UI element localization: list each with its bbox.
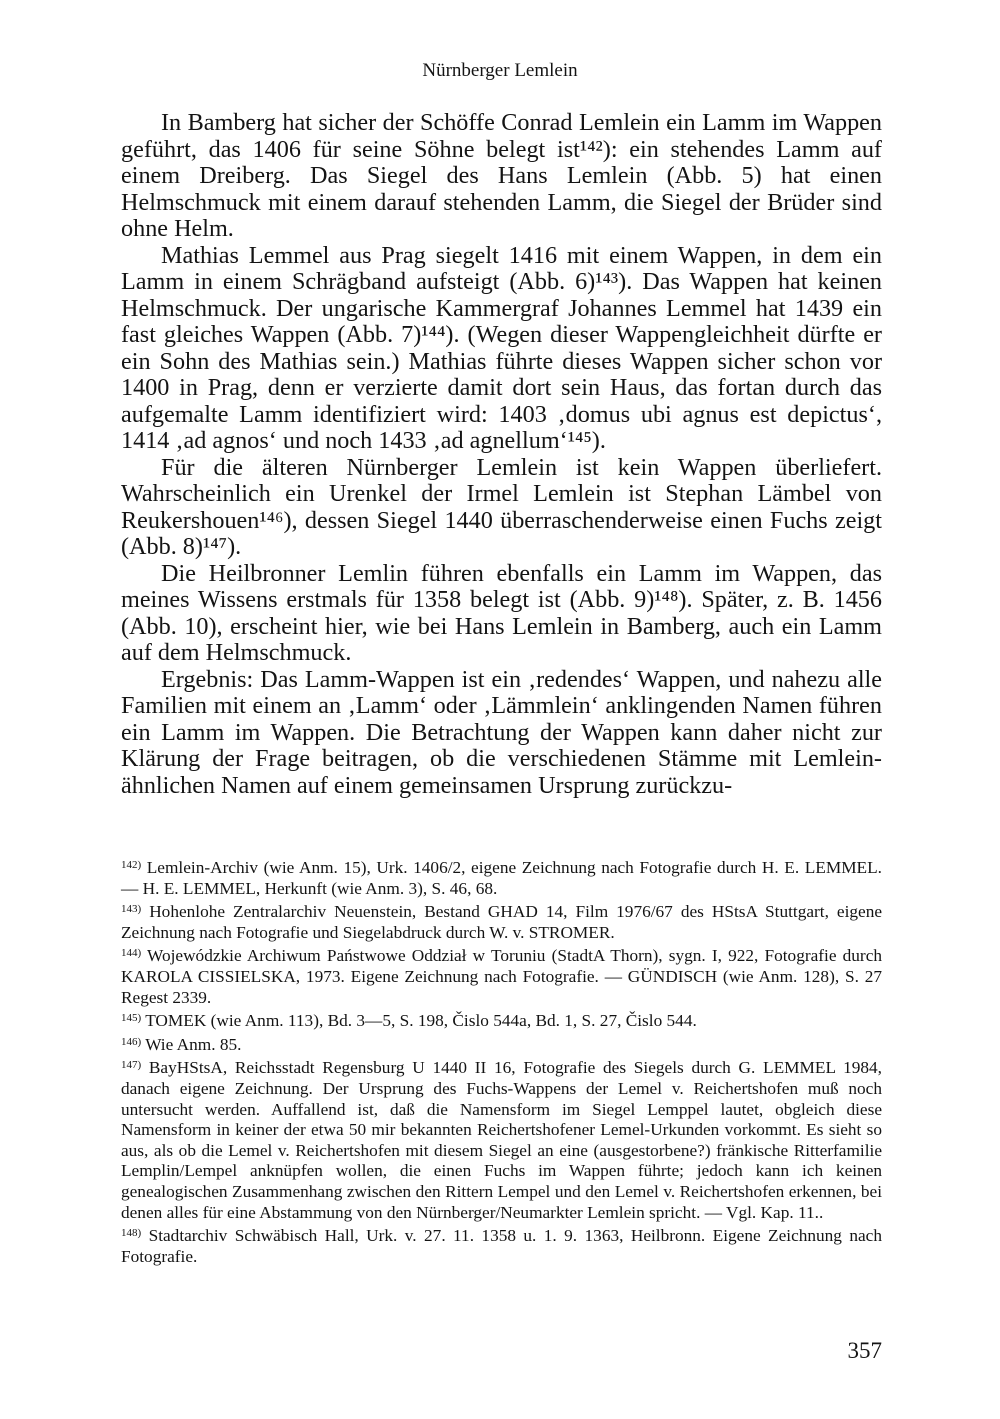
footnote-text: Stadtarchiv Schwäbisch Hall, Urk. v. 27. 11. 1358 u. 1. 9. 1363, Heilbronn. Eigene Zeichnung nach Fotografie. <box>121 1226 882 1266</box>
footnote-number: 145) <box>121 1012 142 1025</box>
footnote <box>121 943 882 1008</box>
paragraph: Für die älteren Nürnberger Lemlein ist kein Wappen überliefert. Wahrscheinlich ein Urenkel der Irmel Lemlein ist Stephan Lämbel von Reukershouen¹⁴⁶), dessen Siegel 1440 überraschenderweise einen Fuchs zeigt (Abb. 8)¹⁴⁷). <box>121 453 882 560</box>
footnote-number: 143) <box>121 903 142 916</box>
footnote-text: Lemlein-Archiv (wie Anm. 15), Urk. 1406/2, eigene Zeichnung nach Fotografie durch H. E. LEMMEL. — H. E. LEMMEL, Herkunft (wie Anm. 3), S. 46, 68. <box>121 858 882 898</box>
footnote-text: Hohenlohe Zentralarchiv Neuenstein, Bestand GHAD 14, Film 1976/67 des HStsA Stuttgart, eigene Zeichnung nach Fotografie und Siegelabdruck durch W. v. STROMER. <box>121 902 883 942</box>
footnote <box>121 855 882 899</box>
footnote-number: 142) <box>121 859 142 871</box>
footnote-text: BayHStsA, Reichsstadt Regensburg U 1440 II 16, Fotografie des Siegels durch G. LEMMEL 1984, danach eigene Zeichnung. Der Ursprung des Fuchs-Wappens der Lemel v. Reichertshofen muß noch untersucht werden. Auffallend ist, daß die Namensform im Siegel Lemppel lautet, obgleich diese Namensform in keiner der etwa 50 mir bekannten Reichertshofener Lemel-Urkunden vorkommt. Es sieht so aus, als ob die Lemel v. Reichertshofen mit diesem Siegel an eine (ausgestorbene?) fränkische Ritterfamilie Lemplin/Lempel anknüpfen wollen, die einen Fuchs im Wappen führte; jedoch kann ich keinen genealogischen Zusammenhang zwischen den Rittern Lempel und den Lemel v. Reichertshofen erkennen, bei denen alles für eine Abstammung von den Nürnberger/Neumarkter Lemlein spricht. — Vgl. Kap. 11.. <box>121 1058 882 1222</box>
footnote <box>121 1032 882 1056</box>
footnote-number: 147) <box>121 1059 142 1072</box>
footnote-text: Wie Anm. 85. <box>145 1034 242 1054</box>
footnote <box>121 899 882 943</box>
footnote-number: 144) <box>121 947 142 960</box>
paragraph: Ergebnis: Das Lamm-Wappen ist ein ‚redendes‘ Wappen, und nahezu alle Familien mit einem an ‚Lamm‘ oder ‚Lämmlein‘ anklingenden Namen führen ein Lamm im Wappen. Die Betrachtung der Wappen kann daher nicht zur Klärung der Frage beitragen, ob die verschiedenen Stämme mit Lemlein-ähnlichen Namen auf einem gemeinsamen Ursprung zurückzu- <box>121 665 882 799</box>
footnote-text: Wojewódzkie Archiwum Państwowe Oddział w Toruniu (StadtA Thorn), sygn. I, 922, Fotografie durch KAROLA CISSIELSKA, 1973. Eigene Zeichnung nach Fotografie. — GÜNDISCH (wie Anm. 128), S. 27 Regest 2339. <box>121 946 882 1007</box>
footnotes <box>121 855 882 1267</box>
footnote-text: TOMEK (wie Anm. 113), Bd. 3—5, S. 198, Čislo 544a, Bd. 1, S. 27, Čislo 544. <box>145 1011 697 1031</box>
footnote-number: 146) <box>121 1035 142 1048</box>
footnote <box>121 1055 882 1223</box>
footnote <box>121 1008 882 1032</box>
paragraph: Die Heilbronner Lemlin führen ebenfalls ein Lamm im Wappen, das meines Wissens erstmals für 1358 belegt ist (Abb. 9)¹⁴⁸). Später, z. B. 1456 (Abb. 10), erscheint hier, wie bei Hans Lemlein in Bamberg, auch ein Lamm auf dem Helmschmuck. <box>121 559 882 666</box>
main-text <box>121 110 882 799</box>
running-header: Nürnberger Lemlein <box>422 60 578 81</box>
footnote-number: 148) <box>121 1227 142 1240</box>
page-number: 357 <box>847 1338 882 1363</box>
paragraph: Mathias Lemmel aus Prag siegelt 1416 mit einem Wappen, in dem ein Lamm in einem Schrägband aufsteigt (Abb. 6)¹⁴³). Das Wappen hat keinen Helmschmuck. Der ungarische Kammergraf Johannes Lemmel hat 1439 ein fast gleiches Wappen (Abb. 7)¹⁴⁴). (Wegen dieser Wappengleichheit dürfte er ein Sohn des Mathias sein.) Mathias führte dieses Wappen sicher schon vor 1400 in Prag, denn er verzierte damit dort sein Haus, das fortan durch das aufgemalte Lamm identifiziert wird: 1403 ‚domus ubi agnus est depictus‘, 1414 ‚ad agnos‘ und noch 1433 ‚ad agnellum‘¹⁴⁵). <box>121 241 882 454</box>
footnote <box>121 1223 882 1267</box>
paragraph: In Bamberg hat sicher der Schöffe Conrad Lemlein ein Lamm im Wappen geführt, das 1406 für seine Söhne belegt ist¹⁴²): ein stehendes Lamm auf einem Dreiberg. Das Siegel des Hans Lemlein (Abb. 5) hat einen Helmschmuck mit einem darauf stehenden Lamm, die Siegel der Brüder sind ohne Helm. <box>121 109 882 242</box>
